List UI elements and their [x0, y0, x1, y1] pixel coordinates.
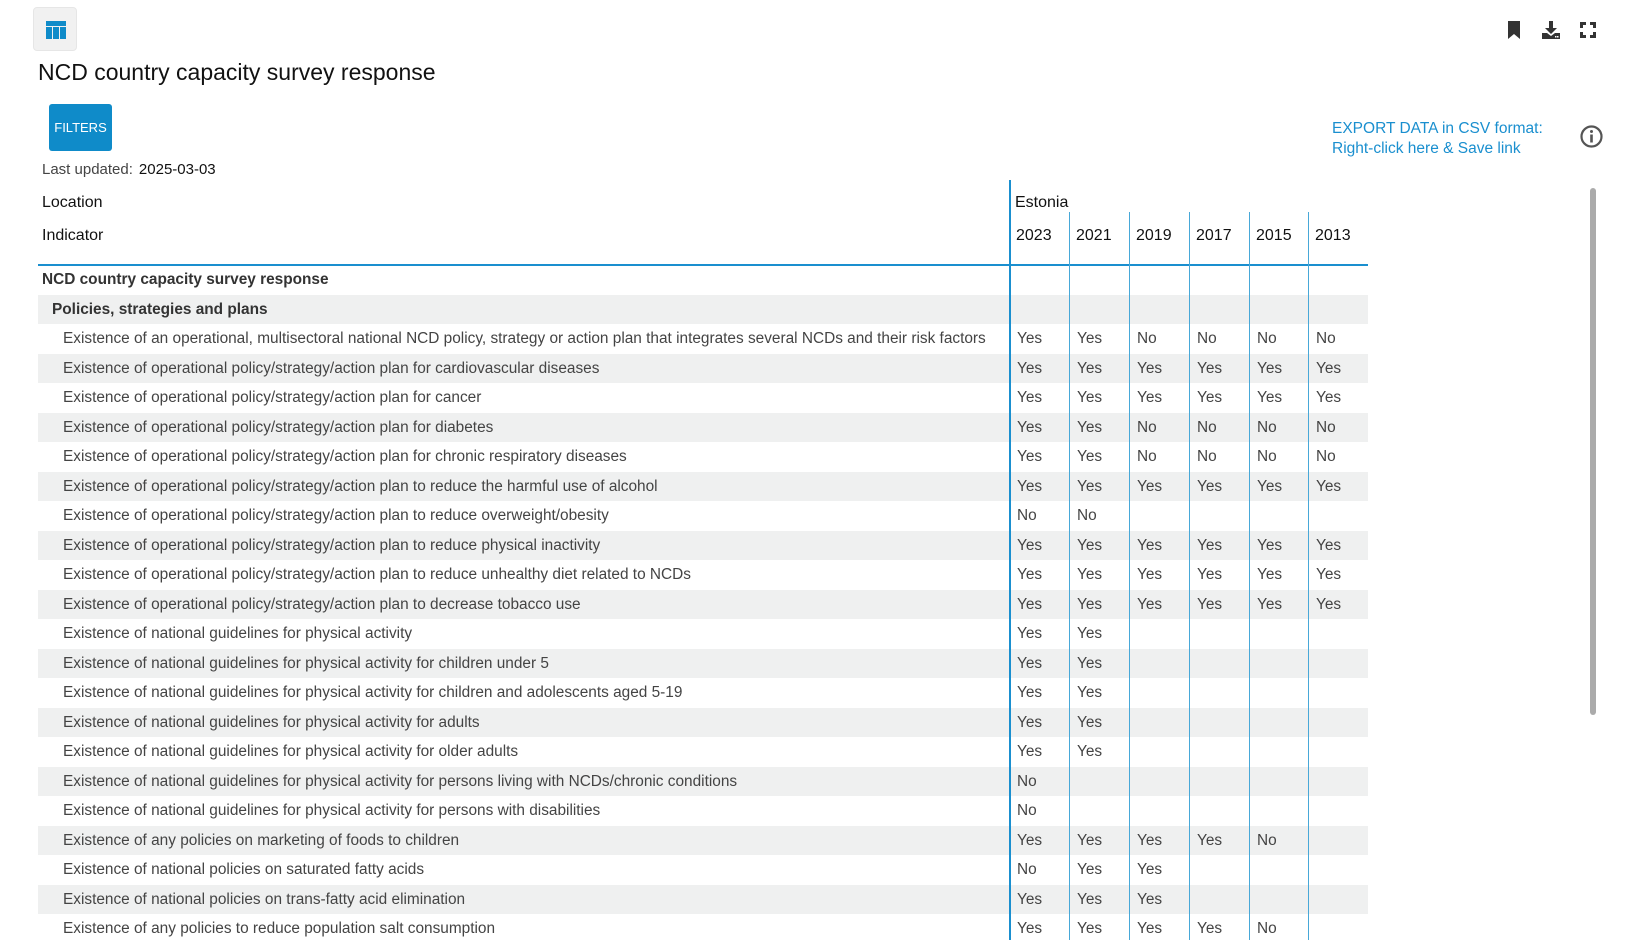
- table-row: [38, 826, 1368, 856]
- table-row: [38, 914, 1368, 944]
- cell-value: Yes: [1137, 566, 1163, 583]
- bookmark-icon[interactable]: [1504, 20, 1524, 40]
- cell-value: Yes: [1017, 566, 1043, 583]
- cell-value: Yes: [1197, 536, 1223, 554]
- table-row: [38, 885, 1368, 915]
- cell-value: Yes: [1197, 920, 1223, 937]
- year-header[interactable]: 2015: [1256, 227, 1292, 244]
- row-label: Existence of operational policy/strategy/action plan for cancer: [63, 389, 482, 406]
- last-updated: [42, 161, 216, 178]
- cell-value: No: [1017, 507, 1037, 524]
- header-actions: [1504, 20, 1598, 40]
- cell-value: Yes: [1017, 713, 1043, 731]
- cell-value: Yes: [1137, 536, 1163, 554]
- cell-value: Yes: [1077, 389, 1103, 406]
- cell-value: No: [1197, 330, 1217, 347]
- cell-value: Yes: [1077, 713, 1103, 731]
- cell-value: Yes: [1017, 595, 1043, 613]
- table-row: [38, 590, 1368, 620]
- cell-value: Yes: [1077, 890, 1103, 908]
- cell-value: Yes: [1077, 477, 1103, 495]
- table-row: [38, 354, 1368, 384]
- row-label: Existence of operational policy/strategy/action plan for cardiovascular diseases: [63, 359, 600, 377]
- table-row: [38, 767, 1368, 797]
- column-divider: [1009, 180, 1011, 940]
- cell-value: No: [1257, 831, 1277, 849]
- cell-value: Yes: [1257, 566, 1283, 583]
- cell-value: Yes: [1017, 477, 1043, 495]
- row-label: Existence of national guidelines for physical activity for older adults: [63, 743, 519, 760]
- cell-value: Yes: [1077, 595, 1103, 613]
- export-line-2: Right-click here & Save link: [1332, 140, 1521, 157]
- column-divider: [1308, 212, 1309, 940]
- cell-value: Yes: [1017, 625, 1043, 642]
- cell-value: Yes: [1197, 477, 1223, 495]
- cell-value: No: [1316, 330, 1336, 347]
- table-row: [38, 501, 1368, 531]
- cell-value: No: [1257, 418, 1277, 436]
- cell-value: Yes: [1077, 359, 1103, 377]
- table-row: [38, 560, 1368, 590]
- table-icon: [46, 21, 66, 39]
- year-header[interactable]: 2023: [1016, 227, 1052, 244]
- column-divider: [1069, 212, 1070, 940]
- cell-value: Yes: [1257, 359, 1283, 377]
- cell-value: Yes: [1077, 654, 1103, 672]
- cell-value: Yes: [1017, 831, 1043, 849]
- cell-value: Yes: [1257, 477, 1283, 495]
- row-label: Policies, strategies and plans: [52, 300, 268, 318]
- cell-value: Yes: [1017, 389, 1043, 406]
- download-icon[interactable]: [1541, 20, 1561, 40]
- cell-value: Yes: [1257, 389, 1283, 406]
- export-line-1: EXPORT DATA in CSV format:: [1332, 120, 1543, 137]
- cell-value: No: [1137, 448, 1157, 465]
- cell-value: Yes: [1017, 743, 1043, 760]
- location-value: Estonia: [1015, 194, 1069, 211]
- cell-value: Yes: [1017, 536, 1043, 554]
- last-updated-label: Last updated:: [42, 161, 133, 178]
- row-label: Existence of national guidelines for physical activity for persons with disabilities: [63, 802, 601, 819]
- row-label: Existence of operational policy/strategy/action plan to decrease tobacco use: [63, 595, 581, 613]
- cell-value: Yes: [1316, 477, 1342, 495]
- table-row: [38, 708, 1368, 738]
- cell-value: Yes: [1017, 654, 1043, 672]
- row-label: Existence of national guidelines for physical activity for adults: [63, 713, 480, 731]
- row-label: Existence of operational policy/strategy/action plan to reduce physical inactivity: [63, 536, 601, 554]
- cell-value: No: [1017, 802, 1037, 819]
- cell-value: Yes: [1017, 920, 1043, 937]
- table-row: [38, 531, 1368, 561]
- cell-value: No: [1137, 418, 1157, 436]
- info-icon[interactable]: [1580, 125, 1603, 148]
- row-label: Existence of national guidelines for physical activity for persons living with NCDs/chronic conditions: [63, 772, 738, 790]
- data-table: [38, 186, 1368, 937]
- cell-value: Yes: [1316, 359, 1342, 377]
- export-csv-link[interactable]: [1332, 119, 1543, 159]
- header-row-location: [38, 186, 1368, 219]
- cell-value: No: [1197, 418, 1217, 436]
- cell-value: Yes: [1316, 566, 1342, 583]
- table-row: [38, 855, 1368, 885]
- table-body: [38, 265, 1368, 944]
- table-row: [38, 619, 1368, 649]
- filters-button[interactable]: FILTERS: [49, 104, 112, 151]
- cell-value: No: [1257, 330, 1277, 347]
- cell-value: No: [1077, 507, 1097, 524]
- table-row: [38, 472, 1368, 502]
- column-divider: [1189, 212, 1190, 940]
- cell-value: Yes: [1137, 595, 1163, 613]
- table-row: [38, 796, 1368, 826]
- cell-value: Yes: [1017, 330, 1043, 347]
- table-row: [38, 442, 1368, 472]
- cell-value: Yes: [1197, 831, 1223, 849]
- row-label: Existence of an operational, multisectoral national NCD policy, strategy or action plan that integrates several NCDs and their risk factors: [63, 330, 986, 347]
- indicator-header: Indicator: [42, 227, 104, 244]
- cell-value: Yes: [1316, 536, 1342, 554]
- year-header[interactable]: 2017: [1196, 227, 1232, 244]
- row-label: Existence of national guidelines for physical activity for children and adolescents aged 5-19: [63, 684, 683, 701]
- year-header[interactable]: 2021: [1076, 227, 1112, 244]
- cell-value: Yes: [1137, 831, 1163, 849]
- cell-value: Yes: [1137, 389, 1163, 406]
- table-row: [38, 649, 1368, 679]
- cell-value: No: [1197, 448, 1217, 465]
- location-header: Location: [42, 194, 103, 211]
- cell-value: Yes: [1197, 389, 1223, 406]
- cell-value: Yes: [1077, 418, 1103, 436]
- row-label: Existence of operational policy/strategy/action plan for chronic respiratory diseases: [63, 448, 627, 465]
- table-row: [38, 383, 1368, 413]
- row-label: Existence of operational policy/strategy/action plan to reduce unhealthy diet related to NCDs: [63, 566, 691, 583]
- row-label: Existence of any policies to reduce population salt consumption: [63, 920, 496, 937]
- cell-value: Yes: [1137, 359, 1163, 377]
- row-label: NCD country capacity survey response: [42, 271, 329, 288]
- cell-value: Yes: [1077, 625, 1103, 642]
- row-label: Existence of national policies on trans-fatty acid elimination: [63, 890, 466, 908]
- table-view-button[interactable]: [33, 7, 77, 51]
- cell-value: Yes: [1257, 536, 1283, 554]
- cell-value: No: [1017, 772, 1037, 790]
- vertical-scrollbar[interactable]: [1590, 188, 1596, 715]
- cell-value: Yes: [1197, 359, 1223, 377]
- fullscreen-icon[interactable]: [1578, 20, 1598, 40]
- year-header[interactable]: 2013: [1315, 227, 1351, 244]
- cell-value: No: [1257, 448, 1277, 465]
- row-label: Existence of any policies on marketing of foods to children: [63, 831, 460, 849]
- cell-value: Yes: [1137, 861, 1163, 878]
- cell-value: Yes: [1017, 418, 1043, 436]
- table-row: [38, 324, 1368, 354]
- cell-value: Yes: [1077, 566, 1103, 583]
- subsection-title-row: [38, 295, 1368, 325]
- row-label: Existence of national policies on saturated fatty acids: [63, 861, 425, 878]
- cell-value: Yes: [1017, 448, 1043, 465]
- row-label: Existence of national guidelines for physical activity for children under 5: [63, 654, 549, 672]
- row-label: Existence of operational policy/strategy/action plan for diabetes: [63, 418, 494, 436]
- header-row-indicator: [38, 219, 1368, 252]
- cell-value: Yes: [1077, 743, 1103, 760]
- section-title-row: [38, 265, 1368, 295]
- cell-value: Yes: [1077, 536, 1103, 554]
- cell-value: No: [1257, 920, 1277, 937]
- cell-value: Yes: [1137, 920, 1163, 937]
- cell-value: Yes: [1197, 566, 1223, 583]
- table-row: [38, 413, 1368, 443]
- cell-value: Yes: [1017, 890, 1043, 908]
- page-title: NCD country capacity survey response: [38, 59, 436, 85]
- column-divider: [1249, 212, 1250, 940]
- table-row: [38, 737, 1368, 767]
- cell-value: Yes: [1137, 477, 1163, 495]
- cell-value: Yes: [1077, 330, 1103, 347]
- cell-value: Yes: [1077, 448, 1103, 465]
- year-header[interactable]: 2019: [1136, 227, 1172, 244]
- cell-value: Yes: [1197, 595, 1223, 613]
- cell-value: Yes: [1077, 684, 1103, 701]
- cell-value: Yes: [1077, 831, 1103, 849]
- column-divider: [1129, 212, 1130, 940]
- cell-value: No: [1017, 861, 1037, 878]
- cell-value: No: [1316, 418, 1336, 436]
- cell-value: Yes: [1257, 595, 1283, 613]
- cell-value: Yes: [1137, 890, 1163, 908]
- cell-value: Yes: [1316, 389, 1342, 406]
- cell-value: Yes: [1077, 861, 1103, 878]
- cell-value: Yes: [1017, 359, 1043, 377]
- row-label: Existence of operational policy/strategy/action plan to reduce overweight/obesity: [63, 507, 609, 524]
- cell-value: No: [1137, 330, 1157, 347]
- cell-value: No: [1316, 448, 1336, 465]
- cell-value: Yes: [1077, 920, 1103, 937]
- cell-value: Yes: [1316, 595, 1342, 613]
- cell-value: Yes: [1017, 684, 1043, 701]
- row-label: Existence of national guidelines for physical activity: [63, 625, 413, 642]
- table-row: [38, 678, 1368, 708]
- last-updated-value: 2025-03-03: [138, 161, 216, 178]
- row-label: Existence of operational policy/strategy/action plan to reduce the harmful use of alcohol: [63, 477, 658, 495]
